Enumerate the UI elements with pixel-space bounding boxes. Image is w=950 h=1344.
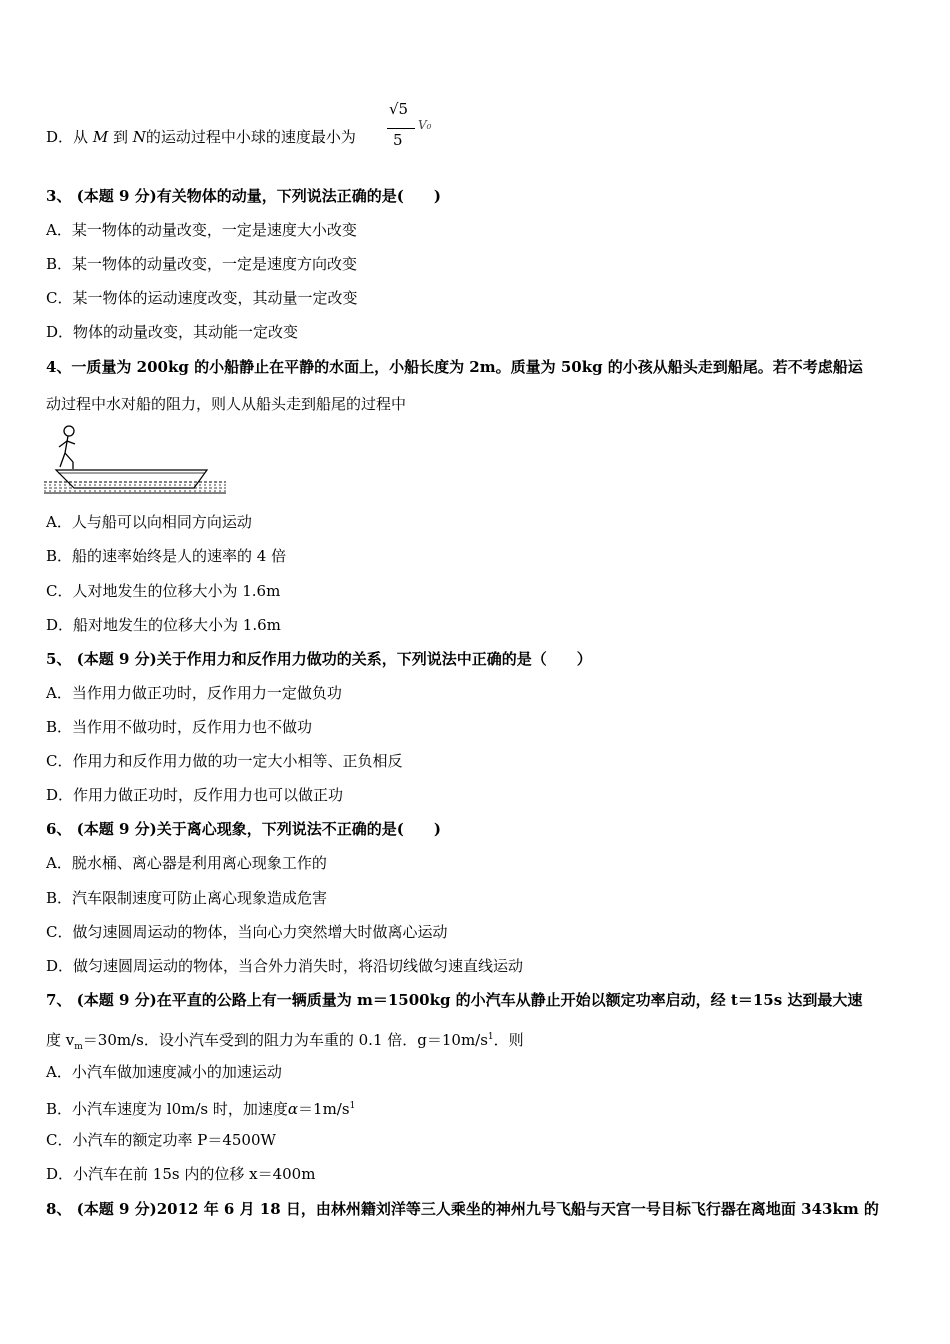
q2-optd-prefix: D．从 bbox=[46, 128, 89, 146]
q7-option-d: D．小汽车在前 15s 内的位移 x＝400m bbox=[46, 1165, 316, 1183]
q5-option-b: B．当作用不做功时，反作用力也不做功 bbox=[46, 718, 313, 736]
q7-stem-text: ．则 bbox=[493, 1031, 524, 1049]
q6-stem: 6、 (本题 9 分)关于离心现象，下列说法不正确的是( ) bbox=[46, 820, 441, 838]
q4-option-d: D．船对地发生的位移大小为 1.6m bbox=[46, 616, 281, 634]
q2-option-d bbox=[46, 126, 356, 148]
q2-optd-m: M bbox=[92, 128, 109, 146]
fraction-numerator: √5 bbox=[389, 100, 409, 118]
q7-optb-text: B．小汽车速度为 l0m/s 时，加速度 bbox=[46, 1100, 288, 1118]
q7-superscript: 1 bbox=[487, 1032, 494, 1042]
q7-stem-line2 bbox=[46, 1026, 524, 1058]
q2-optd-mid: 到 bbox=[112, 128, 128, 146]
q4-stem-line2: 动过程中水对船的阻力，则人从船头走到船尾的过程中 bbox=[46, 395, 407, 413]
q6-option-b: B．汽车限制速度可防止离心现象造成危害 bbox=[46, 889, 328, 907]
q3-stem: 3、 (本题 9 分)有关物体的动量，下列说法正确的是( ) bbox=[46, 187, 441, 205]
fraction-bar bbox=[387, 128, 415, 129]
q6-option-c: C．做匀速圆周运动的物体，当向心力突然增大时做离心运动 bbox=[46, 923, 448, 941]
q7-option-a: A．小汽车做加速度减小的加速运动 bbox=[46, 1063, 282, 1081]
q2-fraction bbox=[385, 100, 435, 160]
fraction-denominator: 5 bbox=[393, 131, 403, 149]
q2-optd-n: N bbox=[132, 128, 146, 146]
q7-optb-superscript: 1 bbox=[349, 1101, 356, 1111]
boat-figure bbox=[44, 424, 234, 500]
q4-option-b: B．船的速率始终是人的速率的 4 倍 bbox=[46, 547, 287, 565]
q4-option-c: C．人对地发生的位移大小为 1.6m bbox=[46, 582, 281, 600]
q7-subscript: m bbox=[74, 1042, 83, 1052]
q7-option-b bbox=[46, 1095, 355, 1120]
q5-stem: 5、 (本题 9 分)关于作用力和反作用力做功的关系，下列说法中正确的是（ ） bbox=[46, 650, 592, 668]
boat-diagram bbox=[44, 424, 234, 496]
q6-option-a: A．脱水桶、离心器是利用离心现象工作的 bbox=[46, 854, 327, 872]
fraction-variable: V₀ bbox=[418, 118, 432, 132]
q5-option-c: C．作用力和反作用力做的功一定大小相等、正负相反 bbox=[46, 752, 403, 770]
q7-stem-text: 度 v bbox=[46, 1031, 75, 1049]
person-leg bbox=[65, 453, 73, 462]
q5-option-a: A．当作用力做正功时，反作用力一定做负功 bbox=[46, 684, 342, 702]
q7-optb-text: ＝1m/s bbox=[298, 1100, 350, 1118]
q6-option-d: D．做匀速圆周运动的物体，当合外力消失时，将沿切线做匀速直线运动 bbox=[46, 957, 524, 975]
person-leg bbox=[60, 453, 65, 467]
q4-option-a: A．人与船可以向相同方向运动 bbox=[46, 513, 252, 531]
person-head bbox=[64, 426, 74, 436]
q7-optb-alpha: α bbox=[287, 1100, 299, 1118]
q3-option-b: B．某一物体的动量改变，一定是速度方向改变 bbox=[46, 255, 358, 273]
q3-option-d: D．物体的动量改变，其动能一定改变 bbox=[46, 323, 299, 341]
q4-stem-line1: 4、一质量为 200kg 的小船静止在平静的水面上，小船长度为 2m。质量为 50kg 的小孩从船头走到船尾。若不考虑船运 bbox=[46, 358, 863, 376]
q7-option-c: C．小汽车的额定功率 P＝4500W bbox=[46, 1131, 276, 1149]
q2-optd-suffix: 的运动过程中小球的速度最小为 bbox=[145, 128, 356, 146]
q5-option-d: D．作用力做正功时，反作用力也可以做正功 bbox=[46, 786, 344, 804]
person-body bbox=[65, 436, 68, 453]
q8-stem-line1: 8、 (本题 9 分)2012 年 6 月 18 日，由林州籍刘洋等三人乘坐的神州九号飞船与天宫一号目标飞行器在离地面 343km 的 bbox=[46, 1200, 879, 1218]
q3-option-c: C．某一物体的运动速度改变，其动量一定改变 bbox=[46, 289, 358, 307]
q7-stem-line1: 7、 (本题 9 分)在平直的公路上有一辆质量为 m＝1500kg 的小汽车从静止开始以额定功率启动，经 t＝15s 达到最大速 bbox=[46, 991, 863, 1009]
q7-stem-text: ＝30m/s．设小汽车受到的阻力为车重的 0.1 倍．g＝10m/s bbox=[82, 1031, 488, 1049]
q3-option-a: A．某一物体的动量改变，一定是速度大小改变 bbox=[46, 221, 357, 239]
person-arm bbox=[67, 441, 75, 444]
